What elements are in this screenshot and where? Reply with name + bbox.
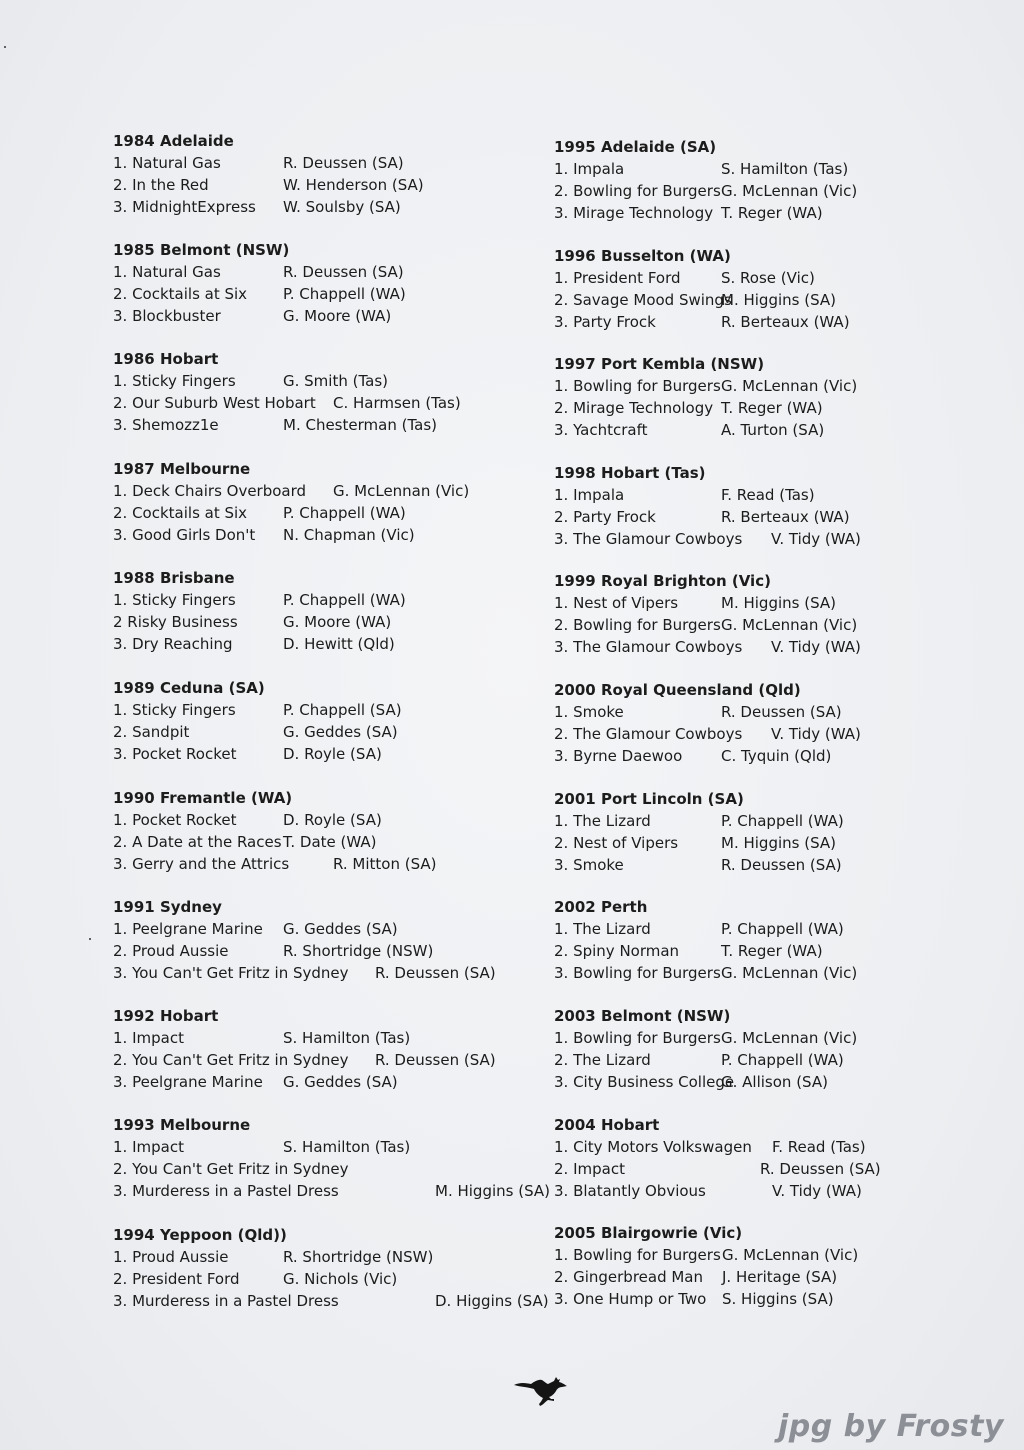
kangaroo-icon xyxy=(512,1372,568,1408)
skipper-name: R. Deussen (SA) xyxy=(375,1051,496,1069)
event-block xyxy=(554,353,1024,441)
boat-name: 3. Murderess in a Pastel Dress xyxy=(113,1292,339,1310)
event-title: 1991 Sydney xyxy=(113,898,222,916)
boat-name: 2. Sandpit xyxy=(113,723,190,741)
result-row xyxy=(113,502,583,524)
boat-name: 3. Blockbuster xyxy=(113,307,221,325)
event-block xyxy=(554,245,1024,333)
event-title: 1992 Hobart xyxy=(113,1007,219,1025)
boat-name: 3. Peelgrane Marine xyxy=(113,1073,263,1091)
boat-name: 1. Sticky Fingers xyxy=(113,591,236,609)
skipper-name: S. Hamilton (Tas) xyxy=(283,1029,411,1047)
result-row xyxy=(113,721,583,743)
boat-name: 2. Party Frock xyxy=(554,508,656,526)
skipper-name: T. Reger (WA) xyxy=(721,942,823,960)
result-row xyxy=(113,743,583,765)
result-row xyxy=(113,918,583,940)
result-row xyxy=(554,180,1024,202)
skipper-name: D. Royle (SA) xyxy=(283,811,382,829)
result-row xyxy=(113,1290,583,1312)
boat-name: 3. Dry Reaching xyxy=(113,635,233,653)
boat-name: 3. Gerry and the Attrics xyxy=(113,855,290,873)
result-row xyxy=(554,832,1024,854)
result-row xyxy=(554,614,1024,636)
skipper-name: G. Smith (Tas) xyxy=(283,372,389,390)
result-row xyxy=(113,392,583,414)
skipper-name: M. Higgins (SA) xyxy=(435,1182,550,1200)
skipper-name: P. Chappell (WA) xyxy=(721,812,844,830)
skipper-name: G. McLennan (Vic) xyxy=(721,377,858,395)
boat-name: 1. Natural Gas xyxy=(113,154,221,172)
result-row xyxy=(554,918,1024,940)
skipper-name: M. Chesterman (Tas) xyxy=(283,416,437,434)
result-row xyxy=(113,305,583,327)
skipper-name: P. Chappell (WA) xyxy=(283,285,406,303)
boat-name: 1. City Motors Volkswagen xyxy=(554,1138,752,1156)
event-title: 2002 Perth xyxy=(554,898,648,916)
skipper-name: V. Tidy (WA) xyxy=(772,1182,862,1200)
skipper-name: R. Deussen (SA) xyxy=(721,703,842,721)
boat-name: 2. You Can't Get Fritz in Sydney xyxy=(113,1160,349,1178)
event-title: 1994 Yeppoon (Qld)) xyxy=(113,1226,287,1244)
skipper-name: G. McLennan (Vic) xyxy=(721,616,858,634)
skipper-name: N. Chapman (Vic) xyxy=(283,526,415,544)
skipper-name: R. Deussen (SA) xyxy=(375,964,496,982)
boat-name: 2 Risky Business xyxy=(113,613,238,631)
boat-name: 3. Yachtcraft xyxy=(554,421,648,439)
boat-name: 1. Pocket Rocket xyxy=(113,811,237,829)
boat-name: 3. The Glamour Cowboys xyxy=(554,638,743,656)
skipper-name: G. Geddes (SA) xyxy=(283,920,398,938)
event-block xyxy=(113,239,583,327)
result-row xyxy=(113,1049,583,1071)
result-row xyxy=(554,1158,1024,1180)
skipper-name: G. Nichols (Vic) xyxy=(283,1270,398,1288)
event-block xyxy=(113,1224,583,1312)
boat-name: 1. Proud Aussie xyxy=(113,1248,229,1266)
skipper-name: M. Higgins (SA) xyxy=(721,291,836,309)
event-block xyxy=(113,130,583,218)
scan-speck xyxy=(4,46,6,48)
result-row xyxy=(554,289,1024,311)
event-title: 1997 Port Kembla (NSW) xyxy=(554,355,765,373)
result-row xyxy=(554,1049,1024,1071)
event-title: 1989 Ceduna (SA) xyxy=(113,679,265,697)
result-row xyxy=(554,528,1024,550)
event-title: 1998 Hobart (Tas) xyxy=(554,464,706,482)
result-row xyxy=(113,283,583,305)
result-row xyxy=(554,158,1024,180)
boat-name: 2. Bowling for Burgers xyxy=(554,182,721,200)
event-title: 1996 Busselton (WA) xyxy=(554,247,731,265)
skipper-name: R. Berteaux (WA) xyxy=(721,313,850,331)
result-row xyxy=(113,174,583,196)
skipper-name: C. Tyquin (Qld) xyxy=(721,747,832,765)
skipper-name: G. McLennan (Vic) xyxy=(721,964,858,982)
result-row xyxy=(554,1244,1024,1266)
result-row xyxy=(113,831,583,853)
event-title: 2001 Port Lincoln (SA) xyxy=(554,790,744,808)
skipper-name: M. Higgins (SA) xyxy=(721,594,836,612)
event-block xyxy=(113,1005,583,1093)
skipper-name: M. Higgins (SA) xyxy=(721,834,836,852)
boat-name: 1. Natural Gas xyxy=(113,263,221,281)
boat-name: 3. The Glamour Cowboys xyxy=(554,530,743,548)
event-title: 2003 Belmont (NSW) xyxy=(554,1007,731,1025)
skipper-name: A. Turton (SA) xyxy=(721,421,825,439)
event-title: 1995 Adelaide (SA) xyxy=(554,138,717,156)
event-title: 1984 Adelaide xyxy=(113,132,234,150)
result-row xyxy=(113,699,583,721)
result-row xyxy=(113,1027,583,1049)
boat-name: 2. Proud Aussie xyxy=(113,942,229,960)
result-row xyxy=(554,311,1024,333)
result-row xyxy=(554,940,1024,962)
result-row xyxy=(113,1158,583,1180)
skipper-name: R. Deussen (SA) xyxy=(760,1160,881,1178)
skipper-name: G. McLennan (Vic) xyxy=(721,182,858,200)
boat-name: 1. Deck Chairs Overboard xyxy=(113,482,307,500)
result-row xyxy=(113,962,583,984)
result-row xyxy=(113,524,583,546)
result-row xyxy=(113,611,583,633)
event-title: 2005 Blairgowrie (Vic) xyxy=(554,1224,743,1242)
skipper-name: D. Hewitt (Qld) xyxy=(283,635,395,653)
boat-name: 3. Mirage Technology xyxy=(554,204,714,222)
event-block xyxy=(113,896,583,984)
boat-name: 2. You Can't Get Fritz in Sydney xyxy=(113,1051,349,1069)
skipper-name: C. Harmsen (Tas) xyxy=(333,394,461,412)
boat-name: 2. In the Red xyxy=(113,176,209,194)
result-row xyxy=(113,1136,583,1158)
boat-name: 1. Sticky Fingers xyxy=(113,372,236,390)
event-block xyxy=(554,136,1024,224)
skipper-name: G. McLennan (Vic) xyxy=(722,1246,859,1264)
event-title: 1986 Hobart xyxy=(113,350,219,368)
skipper-name: R. Deussen (SA) xyxy=(283,154,404,172)
boat-name: 1. Impala xyxy=(554,160,625,178)
event-block xyxy=(554,1222,1024,1310)
skipper-name: V. Tidy (WA) xyxy=(771,530,861,548)
result-row xyxy=(554,484,1024,506)
skipper-name: G. Geddes (SA) xyxy=(283,723,398,741)
result-row xyxy=(113,1246,583,1268)
skipper-name: R. Deussen (SA) xyxy=(721,856,842,874)
result-row xyxy=(113,261,583,283)
result-row xyxy=(554,636,1024,658)
boat-name: 2. Cocktails at Six xyxy=(113,504,248,522)
scan-speck xyxy=(89,938,91,940)
boat-name: 1. Bowling for Burgers xyxy=(554,377,721,395)
result-row xyxy=(113,809,583,831)
event-block xyxy=(554,570,1024,658)
result-row xyxy=(113,1180,583,1202)
boat-name: 1. Peelgrane Marine xyxy=(113,920,263,938)
result-row xyxy=(554,701,1024,723)
skipper-name: G. Geddes (SA) xyxy=(283,1073,398,1091)
skipper-name: V. Tidy (WA) xyxy=(771,725,861,743)
skipper-name: J. Heritage (SA) xyxy=(722,1268,838,1286)
skipper-name: P. Chappell (WA) xyxy=(283,591,406,609)
result-row xyxy=(554,745,1024,767)
event-title: 2000 Royal Queensland (Qld) xyxy=(554,681,801,699)
event-block xyxy=(113,1114,583,1202)
boat-name: 2. Savage Mood Swings xyxy=(554,291,732,309)
event-block xyxy=(554,462,1024,550)
result-row xyxy=(113,152,583,174)
result-row xyxy=(554,1071,1024,1093)
event-block xyxy=(113,458,583,546)
boat-name: 1. The Lizard xyxy=(554,812,651,830)
skipper-name: F. Read (Tas) xyxy=(772,1138,866,1156)
boat-name: 2. Bowling for Burgers xyxy=(554,616,721,634)
result-row xyxy=(554,1136,1024,1158)
boat-name: 2. Nest of Vipers xyxy=(554,834,679,852)
skipper-name: G. Allison (SA) xyxy=(721,1073,828,1091)
boat-name: 3. Byrne Daewoo xyxy=(554,747,683,765)
result-row xyxy=(113,1071,583,1093)
boat-name: 3. Good Girls Don't xyxy=(113,526,256,544)
skipper-name: P. Chappell (WA) xyxy=(721,1051,844,1069)
boat-name: 3. Party Frock xyxy=(554,313,656,331)
skipper-name: P. Chappell (WA) xyxy=(283,504,406,522)
result-row xyxy=(554,267,1024,289)
result-row xyxy=(554,1288,1024,1310)
boat-name: 2. Impact xyxy=(554,1160,625,1178)
result-row xyxy=(554,592,1024,614)
skipper-name: V. Tidy (WA) xyxy=(771,638,861,656)
boat-name: 2. Mirage Technology xyxy=(554,399,714,417)
boat-name: 1. Sticky Fingers xyxy=(113,701,236,719)
event-title: 1987 Melbourne xyxy=(113,460,251,478)
boat-name: 2. Gingerbread Man xyxy=(554,1268,704,1286)
skipper-name: W. Henderson (SA) xyxy=(283,176,424,194)
skipper-name: T. Reger (WA) xyxy=(721,204,823,222)
boat-name: 1. Impact xyxy=(113,1138,184,1156)
event-block xyxy=(113,348,583,436)
boat-name: 3. Shemozz1e xyxy=(113,416,219,434)
boat-name: 1. Smoke xyxy=(554,703,624,721)
event-block xyxy=(113,787,583,875)
event-block xyxy=(554,1005,1024,1093)
boat-name: 3. You Can't Get Fritz in Sydney xyxy=(113,964,349,982)
result-row xyxy=(554,723,1024,745)
result-row xyxy=(554,962,1024,984)
skipper-name: S. Hamilton (Tas) xyxy=(283,1138,411,1156)
watermark: jpg by Frosty xyxy=(777,1409,1004,1444)
result-row xyxy=(113,633,583,655)
skipper-name: S. Higgins (SA) xyxy=(722,1290,834,1308)
boat-name: 2. Cocktails at Six xyxy=(113,285,248,303)
event-title: 1988 Brisbane xyxy=(113,569,235,587)
result-row xyxy=(554,810,1024,832)
boat-name: 1. Bowling for Burgers xyxy=(554,1029,721,1047)
event-block xyxy=(113,677,583,765)
event-block xyxy=(113,567,583,655)
boat-name: 3. Blatantly Obvious xyxy=(554,1182,706,1200)
skipper-name: R. Shortridge (NSW) xyxy=(283,942,434,960)
event-title: 1985 Belmont (NSW) xyxy=(113,241,290,259)
result-row xyxy=(554,397,1024,419)
event-block xyxy=(554,788,1024,876)
boat-name: 2. A Date at the Races xyxy=(113,833,282,851)
event-block xyxy=(554,896,1024,984)
skipper-name: G. Moore (WA) xyxy=(283,307,392,325)
skipper-name: W. Soulsby (SA) xyxy=(283,198,401,216)
boat-name: 2. President Ford xyxy=(113,1270,240,1288)
skipper-name: G. McLennan (Vic) xyxy=(333,482,470,500)
skipper-name: R. Deussen (SA) xyxy=(283,263,404,281)
boat-name: 1. The Lizard xyxy=(554,920,651,938)
result-row xyxy=(554,1180,1024,1202)
skipper-name: P. Chappell (SA) xyxy=(283,701,402,719)
boat-name: 3. One Hump or Two xyxy=(554,1290,707,1308)
boat-name: 3. MidnightExpress xyxy=(113,198,256,216)
event-title: 1990 Fremantle (WA) xyxy=(113,789,293,807)
result-row xyxy=(113,480,583,502)
boat-name: 2. The Glamour Cowboys xyxy=(554,725,743,743)
result-row xyxy=(554,375,1024,397)
skipper-name: D. Royle (SA) xyxy=(283,745,382,763)
skipper-name: F. Read (Tas) xyxy=(721,486,815,504)
result-row xyxy=(554,506,1024,528)
result-row xyxy=(113,853,583,875)
result-row xyxy=(554,1027,1024,1049)
boat-name: 2. The Lizard xyxy=(554,1051,651,1069)
event-block xyxy=(554,1114,1024,1202)
result-row xyxy=(554,854,1024,876)
skipper-name: T. Date (WA) xyxy=(283,833,377,851)
skipper-name: P. Chappell (WA) xyxy=(721,920,844,938)
boat-name: 3. Pocket Rocket xyxy=(113,745,237,763)
result-row xyxy=(113,940,583,962)
boat-name: 1. President Ford xyxy=(554,269,681,287)
event-title: 2004 Hobart xyxy=(554,1116,660,1134)
boat-name: 1. Impact xyxy=(113,1029,184,1047)
boat-name: 2. Our Suburb West Hobart xyxy=(113,394,316,412)
result-row xyxy=(113,589,583,611)
boat-name: 1. Impala xyxy=(554,486,625,504)
boat-name: 3. City Business College xyxy=(554,1073,735,1091)
boat-name: 1. Bowling for Burgers xyxy=(554,1246,721,1264)
result-row xyxy=(554,202,1024,224)
event-title: 1993 Melbourne xyxy=(113,1116,251,1134)
skipper-name: R. Shortridge (NSW) xyxy=(283,1248,434,1266)
event-block xyxy=(554,679,1024,767)
skipper-name: G. McLennan (Vic) xyxy=(721,1029,858,1047)
boat-name: 3. Murderess in a Pastel Dress xyxy=(113,1182,339,1200)
result-row xyxy=(554,419,1024,441)
result-row xyxy=(554,1266,1024,1288)
result-row xyxy=(113,370,583,392)
event-title: 1999 Royal Brighton (Vic) xyxy=(554,572,771,590)
result-row xyxy=(113,1268,583,1290)
skipper-name: D. Higgins (SA) xyxy=(435,1292,549,1310)
skipper-name: S. Hamilton (Tas) xyxy=(721,160,849,178)
skipper-name: T. Reger (WA) xyxy=(721,399,823,417)
skipper-name: R. Berteaux (WA) xyxy=(721,508,850,526)
result-row xyxy=(113,414,583,436)
result-row xyxy=(113,196,583,218)
boat-name: 1. Nest of Vipers xyxy=(554,594,679,612)
boat-name: 3. Bowling for Burgers xyxy=(554,964,721,982)
boat-name: 3. Smoke xyxy=(554,856,624,874)
skipper-name: R. Mitton (SA) xyxy=(333,855,437,873)
skipper-name: G. Moore (WA) xyxy=(283,613,392,631)
boat-name: 2. Spiny Norman xyxy=(554,942,680,960)
skipper-name: S. Rose (Vic) xyxy=(721,269,815,287)
